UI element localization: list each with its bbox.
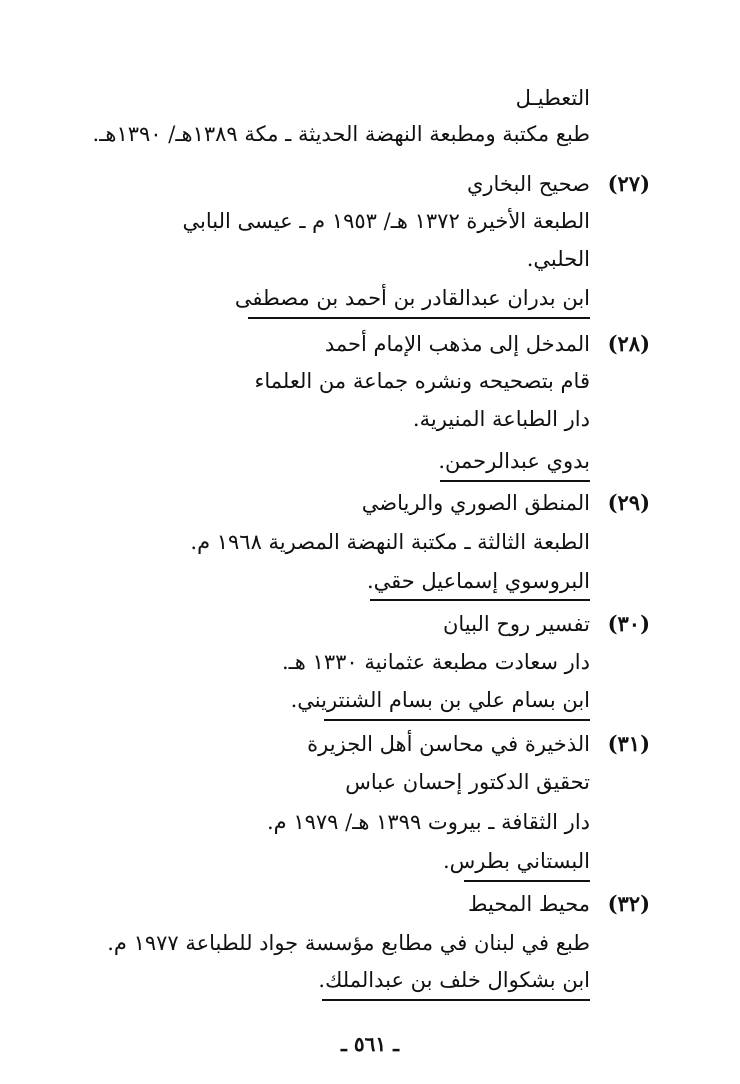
entry-number: (٣١) [607,731,650,756]
author-underline [370,599,590,601]
entry-title: الذخيرة في محاسن أهل الجزيرة [307,732,590,756]
entry-number: (٢٨) [607,331,650,356]
author-heading: البروسوي إسماعيل حقي. [366,569,590,593]
author-heading: ابن بدران عبدالقادر بن أحمد بن مصطفى [234,286,590,310]
entry-title: صحيح البخاري [466,172,590,196]
entry-number: (٣٢) [607,891,650,916]
author-underline [322,999,590,1001]
intro-publisher: طبع مكتبة ومطبعة النهضة الحديثة ـ مكة ١٣٨٩هـ/ ١٣٩٠هـ. [92,122,590,146]
entry-title: تفسير روح البيان [442,612,590,636]
author-heading: بدوي عبدالرحمن. [438,449,590,473]
author-underline [248,317,590,319]
entry-detail: الحلبي. [526,247,590,271]
page-number: ـ ٥٦١ ـ [341,1032,399,1056]
entry-number: (٣٠) [607,611,650,636]
entry-detail: دار الثقافة ـ بيروت ١٣٩٩ هـ/ ١٩٧٩ م. [266,810,590,834]
entry-detail: طبع في لبنان في مطابع مؤسسة جواد للطباعة ١٩٧٧ م. [107,931,590,955]
entry-detail: دار الطباعة المنيرية. [412,407,590,431]
entry-detail: قام بتصحيحه ونشره جماعة من العلماء [254,369,590,393]
author-heading: ابن بسام علي بن بسام الشنتريني. [290,688,590,712]
entry-detail: دار سعادت مطبعة عثمانية ١٣٣٠ هـ. [281,650,590,674]
entry-detail: الطبعة الأخيرة ١٣٧٢ هـ/ ١٩٥٣ م ـ عيسى البابي [182,209,590,233]
entry-title: محيط المحيط [468,892,590,916]
entry-number: (٢٧) [607,171,650,196]
entry-detail: الطبعة الثالثة ـ مكتبة النهضة المصرية ١٩٦٨ م. [190,530,590,554]
entry-detail: تحقيق الدكتور إحسان عباس [345,770,590,794]
author-heading: البستاني بطرس. [442,849,590,873]
author-underline [464,880,590,882]
author-underline [324,719,590,721]
entry-number: (٢٩) [607,490,650,515]
intro-title: التعطيـل [515,86,590,110]
entry-title: المنطق الصوري والرياضي [361,491,590,515]
author-underline [440,480,590,482]
entry-title: المدخل إلى مذهب الإمام أحمد [324,332,590,356]
author-heading: ابن بشكوال خلف بن عبدالملك. [318,968,590,992]
